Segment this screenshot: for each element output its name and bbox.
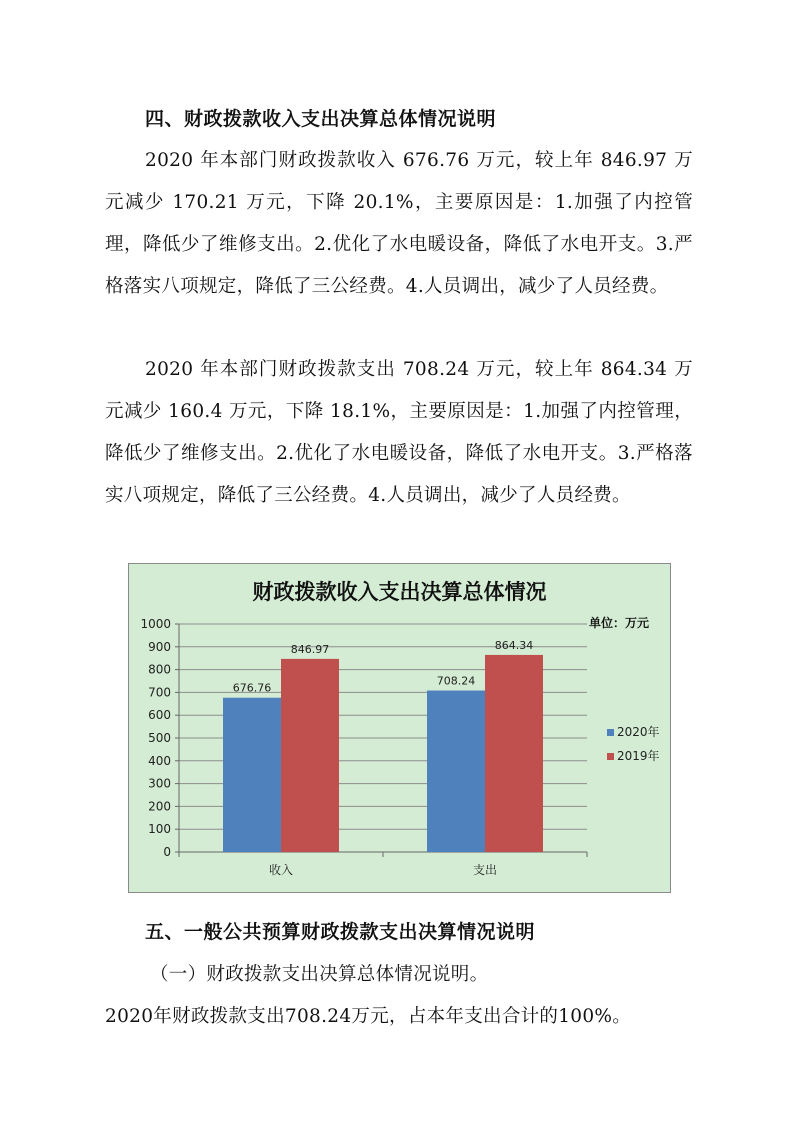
expenditure-paragraph: 2020 年本部门财政拨款支出 708.24 万元，较上年 864.34 万元减少 160.4 万元，下降 18.1%，主要原因是：1.加强了内控管理，降低少了维修支出。2.优化了水电暖设备，降低了水电开支。3.严格落实八项规定，降低了三公经费。4.人员调出，减少了人员经费。 [105,359,693,506]
y-tick-label: 300 [148,776,171,791]
y-tick-label: 200 [148,799,171,814]
data-label: 708.24 [436,674,476,688]
data-label: 676.76 [232,681,272,695]
y-tick-label: 0 [163,845,171,859]
y-tick-label: 400 [148,753,171,768]
subsection-1-heading: （一）财政拨款支出决算总体情况说明。 [150,964,489,985]
y-tick-label: 100 [148,822,171,837]
y-tick-label: 500 [148,731,171,745]
bar [223,698,281,852]
y-tick-label: 900 [148,639,171,654]
legend-swatch [607,753,614,760]
y-tick-label: 600 [148,708,171,723]
legend-swatch [607,729,614,736]
bar-chart [129,564,670,892]
bar [281,659,339,852]
data-label: 864.34 [494,638,534,652]
y-tick-label: 700 [148,685,171,700]
x-tick-label: 收入 [268,863,294,877]
chart-container [128,563,671,893]
section-4-heading: 四、财政拨款收入支出决算总体情况说明 [145,108,497,130]
income-paragraph: 2020 年本部门财政拨款收入 676.76 万元，较上年 846.97 万元减少 170.21 万元，下降 20.1%，主要原因是：1.加强了内控管理，降低少了维修支出。2.优化了水电暖设备，降低了水电开支。3.严格落实八项规定，降低了三公经费。4.人员调出，减少了人员经费。 [105,150,693,297]
bar [427,691,485,852]
data-label: 846.97 [290,642,330,656]
y-tick-label: 1000 [140,617,171,631]
legend-label: 2020年 [617,725,660,739]
expenditure-summary-line: 2020年财政拨款支出708.24万元，占本年支出合计的100%。 [105,1006,632,1027]
chart-title: 财政拨款收入支出决算总体情况 [252,580,547,604]
y-tick-label: 800 [148,662,171,677]
legend-label: 2019年 [617,749,660,763]
section-5-heading: 五、一般公共预算财政拨款支出决算情况说明 [145,921,536,943]
bar [485,655,543,852]
chart-unit-label: 单位：万元 [589,616,650,630]
x-tick-label: 支出 [472,863,498,877]
